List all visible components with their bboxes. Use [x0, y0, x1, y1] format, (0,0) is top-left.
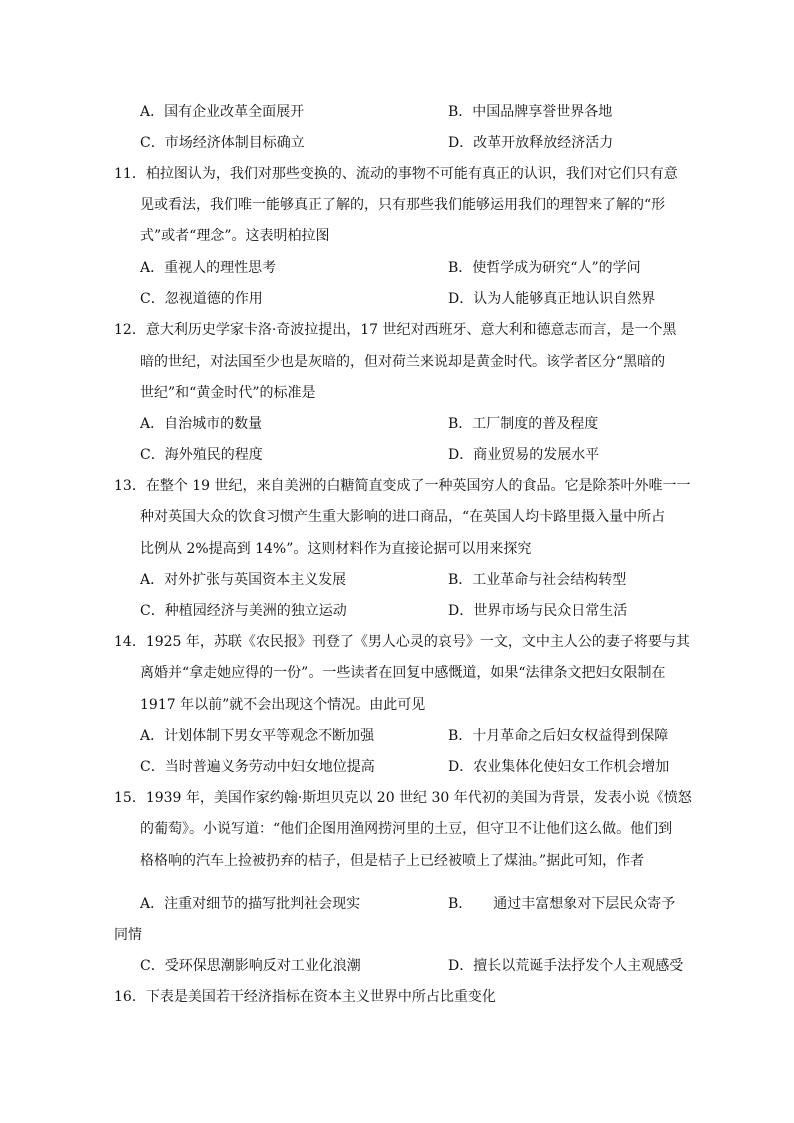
q14-option-d: D．农业集体化使妇女工作机会增加 [448, 759, 670, 775]
q14-stem-line-1: 14．1925 年，苏联《农民报》刊登了《男人心灵的哀号》一文，文中主人公的妻子将要与其 [114, 634, 690, 650]
q10-option-b: B．中国品牌享誉世界各地 [448, 104, 613, 120]
q15-stem-line-1: 15．1939 年，美国作家约翰·斯坦贝克以 20 世纪 30 年代初的美国为背景，发表小说《愤怒 [114, 790, 692, 806]
q14-option-a: A．计划体制下男女平等观念不断加强 [140, 728, 375, 744]
q15-stem-line-3: 格格响的汽车上捡被扔弃的桔子，但是桔子上已经被喷上了煤油。”据此可知，作者 [140, 853, 645, 869]
q11-option-d: D．认为人能够真正地认识自然界 [448, 291, 656, 307]
q15-option-b: B． 通过丰富想象对下层民众寄予 [448, 896, 676, 912]
q15-option-a: A．注重对细节的描写批判社会现实 [140, 896, 361, 912]
q12-stem-line-2: 暗的世纪，对法国至少也是灰暗的，但对荷兰来说却是黄金时代。该学者区分“黑暗的 [140, 354, 666, 370]
q12-stem-line-3: 世纪”和“黄金时代”的标准是 [140, 385, 316, 401]
q15-stem-line-2: 的葡萄》。小说写道：“他们企图用渔网捞河里的土豆，但守卫不让他们这么做。他们到 [140, 821, 673, 837]
q15-option-c: C．受环保思潮影响反对工业化浪潮 [140, 958, 361, 974]
q13-stem-line-2: 种对英国大众的饮食习惯产生重大影响的进口商品，“在英国人均卡路里摄入量中所占 [140, 509, 666, 525]
q16-stem-line-1: 16．下表是美国若干经济指标在资本主义世界中所占比重变化 [114, 989, 496, 1005]
q12-stem-line-1: 12．意大利历史学家卡洛·奇波拉提出，17 世纪对西班牙、意大利和德意志而言，是一个黑 [114, 322, 677, 338]
q12-option-a: A．自治城市的数量 [140, 416, 263, 432]
q12-option-c: C．海外殖民的程度 [140, 447, 263, 463]
q13-option-b: B．工业革命与社会结构转型 [448, 572, 627, 588]
q10-option-a: A．国有企业改革全面展开 [140, 104, 305, 120]
q14-option-c: C．当时普遍义务劳动中妇女地位提高 [140, 759, 375, 775]
q13-option-a: A．对外扩张与英国资本主义发展 [140, 572, 347, 588]
q13-stem-line-1: 13．在整个 19 世纪，来自美洲的白糖简直变成了一种英国穷人的食品。它是除茶叶外唯一一 [114, 478, 691, 494]
q14-stem-line-2: 离婚并“拿走她应得的一份”。一些读者在回复中感慨道，如果“法律条文把妇女限制在 [140, 665, 666, 681]
q11-stem-line-3: 式”或者“理念”。这表明柏拉图 [140, 228, 330, 244]
q10-option-c: C．市场经济体制目标确立 [140, 135, 305, 151]
q15-option-d: D．擅长以荒诞手法抒发个人主观感受 [448, 958, 684, 974]
q12-option-d: D．商业贸易的发展水平 [448, 447, 600, 463]
q10-option-d: D．改革开放释放经济活力 [448, 135, 614, 151]
q15-option-b-wrap: 同情 [114, 927, 142, 943]
q13-option-c: C．种植园经济与美洲的独立运动 [140, 603, 347, 619]
q14-stem-line-3: 1917 年以前”就不会出现这个情况。由此可见 [140, 697, 426, 713]
q11-stem-line-1: 11．柏拉图认为，我们对那些变换的、流动的事物不可能有真正的认识，我们对它们只有意 [114, 166, 678, 182]
q14-option-b: B．十月革命之后妇女权益得到保障 [448, 728, 669, 744]
q11-option-c: C．忽视道德的作用 [140, 291, 263, 307]
q11-option-a: A．重视人的理性思考 [140, 260, 277, 276]
q11-option-b: B．使哲学成为研究“人”的学问 [448, 260, 641, 276]
q13-option-d: D．世界市场与民众日常生活 [448, 603, 628, 619]
q13-stem-line-3: 比例从 2%提高到 14%”。这则材料作为直接论据可以用来探究 [140, 541, 532, 557]
q11-stem-line-2: 见或看法，我们唯一能够真正了解的，只有那些我们能够运用我们的理智来了解的“形 [140, 197, 666, 213]
q12-option-b: B．工厂制度的普及程度 [448, 416, 599, 432]
